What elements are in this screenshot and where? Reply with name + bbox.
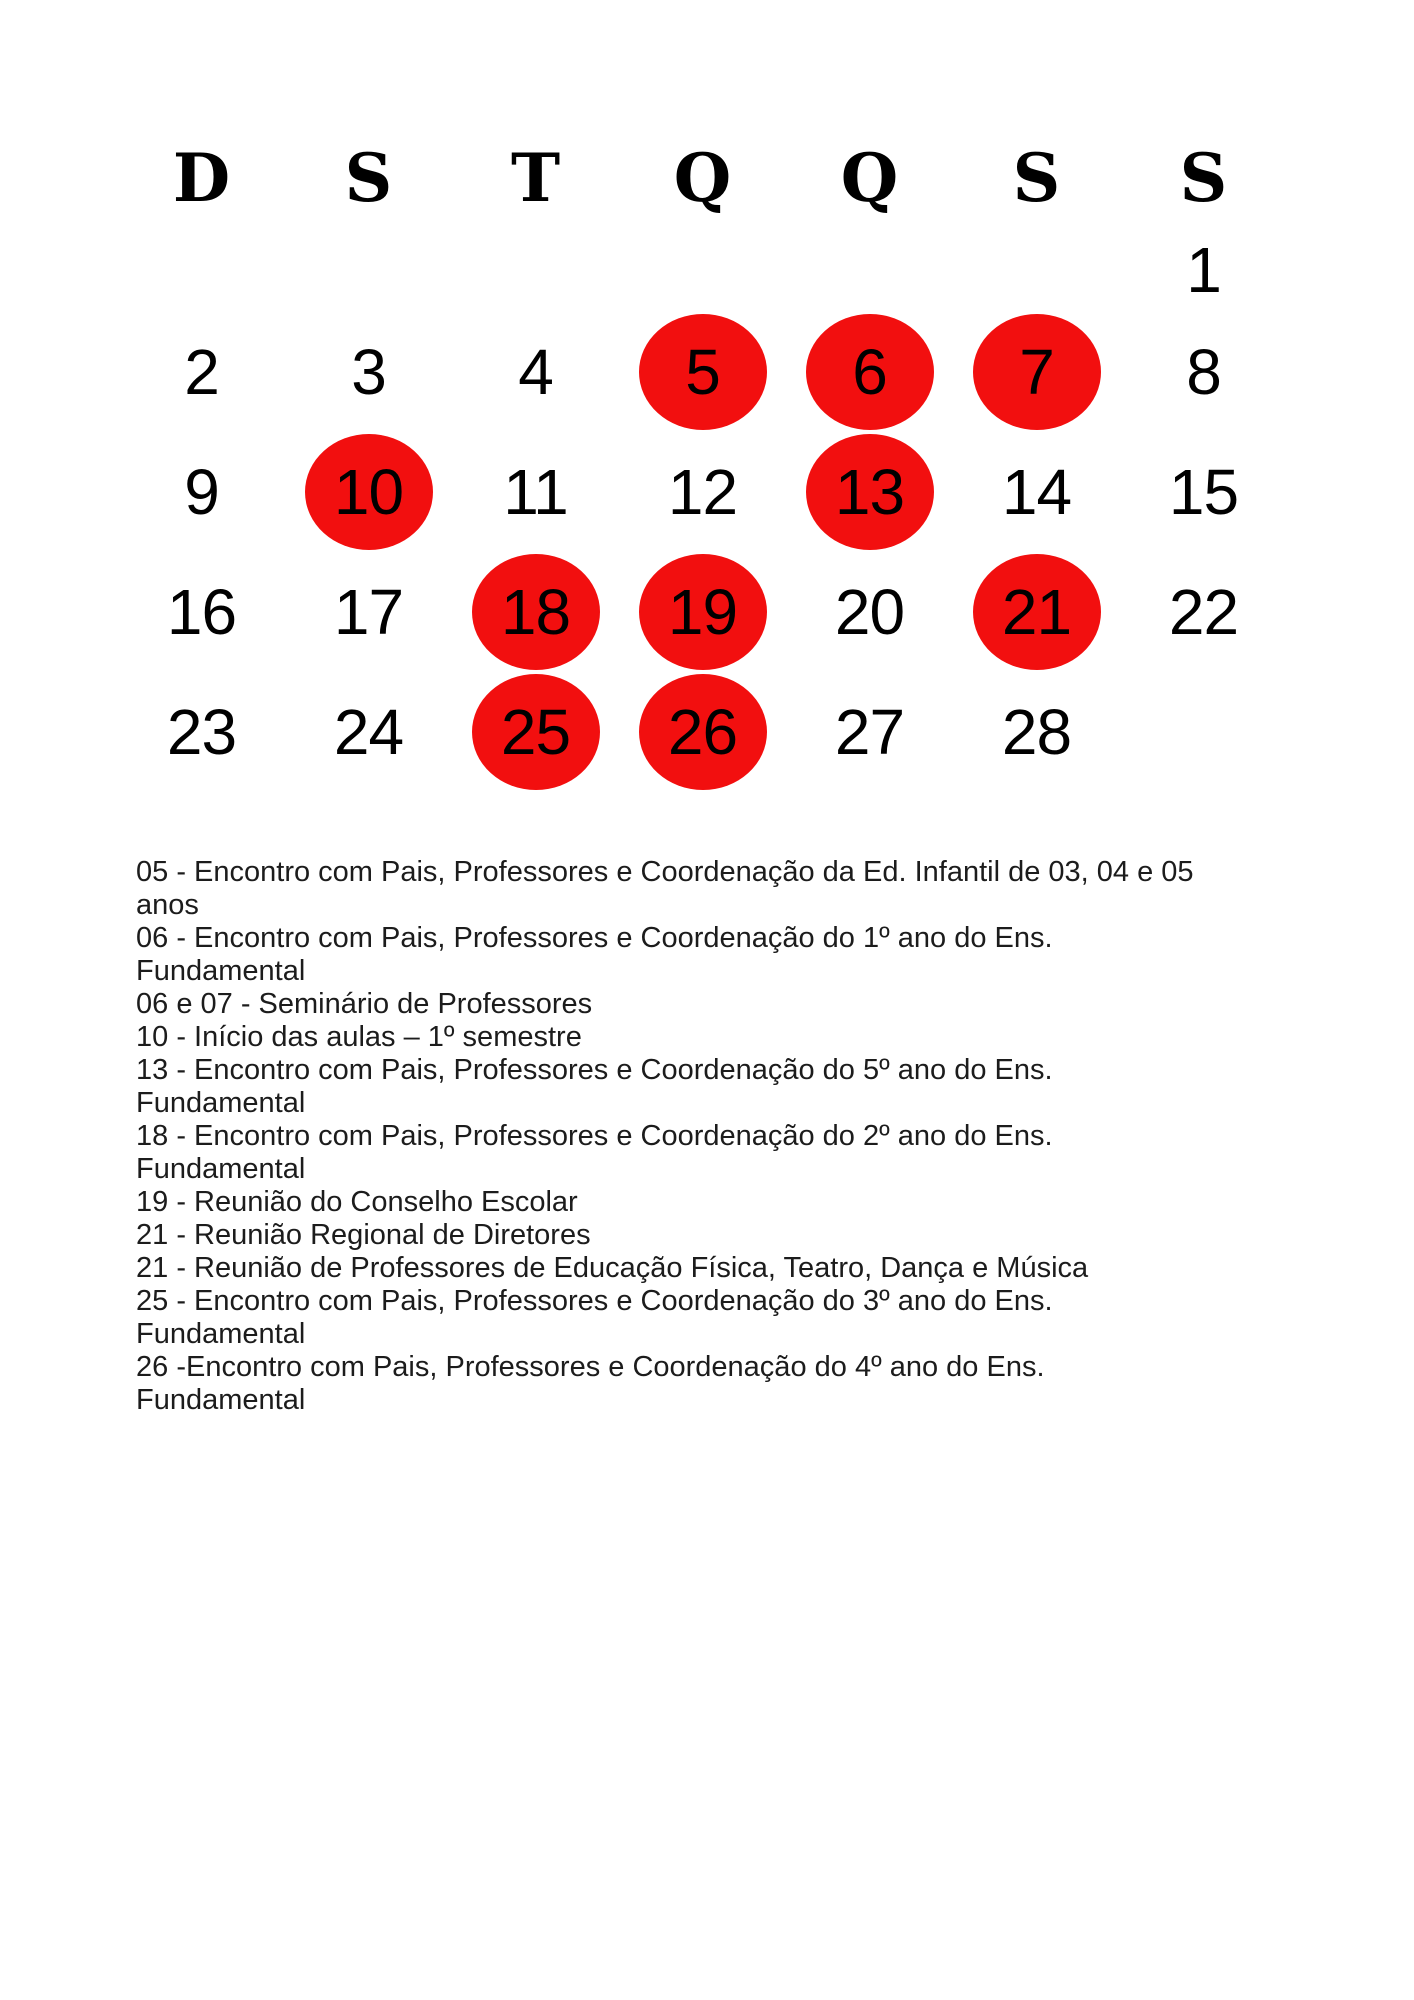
calendar-day-17 [285,552,452,672]
calendar-empty-cell [953,228,1120,312]
event-text-line: 06 - Encontro com Pais, Professores e Coordenação do 1º ano do Ens. [136,922,1053,954]
calendar-empty-cell [786,228,953,312]
event-item-9 [136,1285,1414,1351]
calendar-day-15 [1120,432,1287,552]
event-text-line: 21 - Reunião de Professores de Educação Física, Teatro, Dança e Música [136,1252,1089,1284]
day-number: 28 [1001,696,1072,768]
day-number: 22 [1168,576,1239,648]
event-item-8 [136,1252,1414,1285]
calendar-day-7 [953,312,1120,432]
event-item-1 [136,922,1414,988]
weekday-header-2: T [510,139,561,217]
calendar-day-27 [786,672,953,792]
event-text-line: 25 - Encontro com Pais, Professores e Coordenação do 3º ano do Ens. [136,1285,1053,1317]
day-number: 26 [667,696,738,768]
day-number: 17 [333,576,404,648]
weekday-header-0: D [172,139,231,217]
event-text-line: 19 - Reunião do Conselho Escolar [136,1186,578,1218]
day-number: 2 [184,336,219,408]
day-number: 6 [852,336,887,408]
event-text-line: 26 -Encontro com Pais, Professores e Coordenação do 4º ano do Ens. [136,1351,1045,1383]
day-number: 25 [500,696,571,768]
calendar-empty-cell [1120,672,1287,792]
event-item-6 [136,1186,1414,1219]
calendar-empty-cell [619,228,786,312]
day-number: 23 [166,696,237,768]
calendar-day-5 [619,312,786,432]
day-number: 15 [1168,456,1239,528]
day-number: 3 [351,336,386,408]
calendar-empty-cell [285,228,452,312]
weekday-header-6: S [1179,139,1228,217]
calendar-day-16 [118,552,285,672]
calendar-day-23 [118,672,285,792]
event-item-10 [136,1351,1414,1417]
day-number: 16 [166,576,237,648]
day-number: 18 [500,576,571,648]
weekday-header-3: Q [673,139,732,217]
weekday-header-5: S [1012,139,1061,217]
event-item-4 [136,1054,1414,1120]
day-number: 10 [333,456,404,528]
event-list [136,856,1414,1417]
event-item-3 [136,1021,1414,1054]
calendar-day-18 [452,552,619,672]
event-text-line: Fundamental [136,955,306,987]
event-text-line: Fundamental [136,1384,306,1416]
event-item-7 [136,1219,1414,1252]
day-number: 9 [184,456,219,528]
calendar-day-26 [619,672,786,792]
calendar-day-6 [786,312,953,432]
calendar-day-3 [285,312,452,432]
event-text-line: anos [136,889,199,921]
event-text-line: 06 e 07 - Seminário de Professores [136,988,593,1020]
event-text-line: 13 - Encontro com Pais, Professores e Coordenação do 5º ano do Ens. [136,1054,1053,1086]
calendar-day-14 [953,432,1120,552]
day-number: 7 [1019,336,1054,408]
event-text-line: 05 - Encontro com Pais, Professores e Coordenação da Ed. Infantil de 03, 04 e 05 [136,856,1194,888]
day-number: 4 [518,336,553,408]
day-number: 19 [667,576,738,648]
event-text-line: Fundamental [136,1153,306,1185]
day-number: 11 [503,456,568,528]
calendar-day-28 [953,672,1120,792]
event-text-line: 21 - Reunião Regional de Diretores [136,1219,591,1251]
day-number: 1 [1186,234,1221,306]
day-number: 13 [834,456,905,528]
day-number: 5 [685,336,720,408]
calendar-grid [118,128,1414,792]
event-text-line: 10 - Início das aulas – 1º semestre [136,1021,582,1053]
calendar-day-13 [786,432,953,552]
calendar-day-8 [1120,312,1287,432]
day-number: 21 [1001,576,1072,648]
weekday-header-1: S [344,139,393,217]
calendar-day-19 [619,552,786,672]
event-item-2 [136,988,1414,1021]
calendar-day-9 [118,432,285,552]
day-number: 14 [1001,456,1072,528]
calendar-empty-cell [452,228,619,312]
calendar-day-4 [452,312,619,432]
day-number: 27 [834,696,905,768]
calendar-day-12 [619,432,786,552]
calendar-day-25 [452,672,619,792]
calendar-day-22 [1120,552,1287,672]
day-number: 20 [834,576,905,648]
day-number: 8 [1186,336,1221,408]
day-number: 24 [333,696,404,768]
calendar-day-10 [285,432,452,552]
calendar-day-20 [786,552,953,672]
calendar-day-1 [1120,228,1287,312]
event-item-0 [136,856,1414,922]
event-item-5 [136,1120,1414,1186]
weekday-header-4: Q [840,139,899,217]
event-text-line: Fundamental [136,1087,306,1119]
day-number: 12 [667,456,738,528]
calendar-empty-cell [118,228,285,312]
calendar-day-2 [118,312,285,432]
event-text-line: 18 - Encontro com Pais, Professores e Coordenação do 2º ano do Ens. [136,1120,1053,1152]
calendar-day-21 [953,552,1120,672]
calendar-day-11 [452,432,619,552]
event-text-line: Fundamental [136,1318,306,1350]
calendar-day-24 [285,672,452,792]
